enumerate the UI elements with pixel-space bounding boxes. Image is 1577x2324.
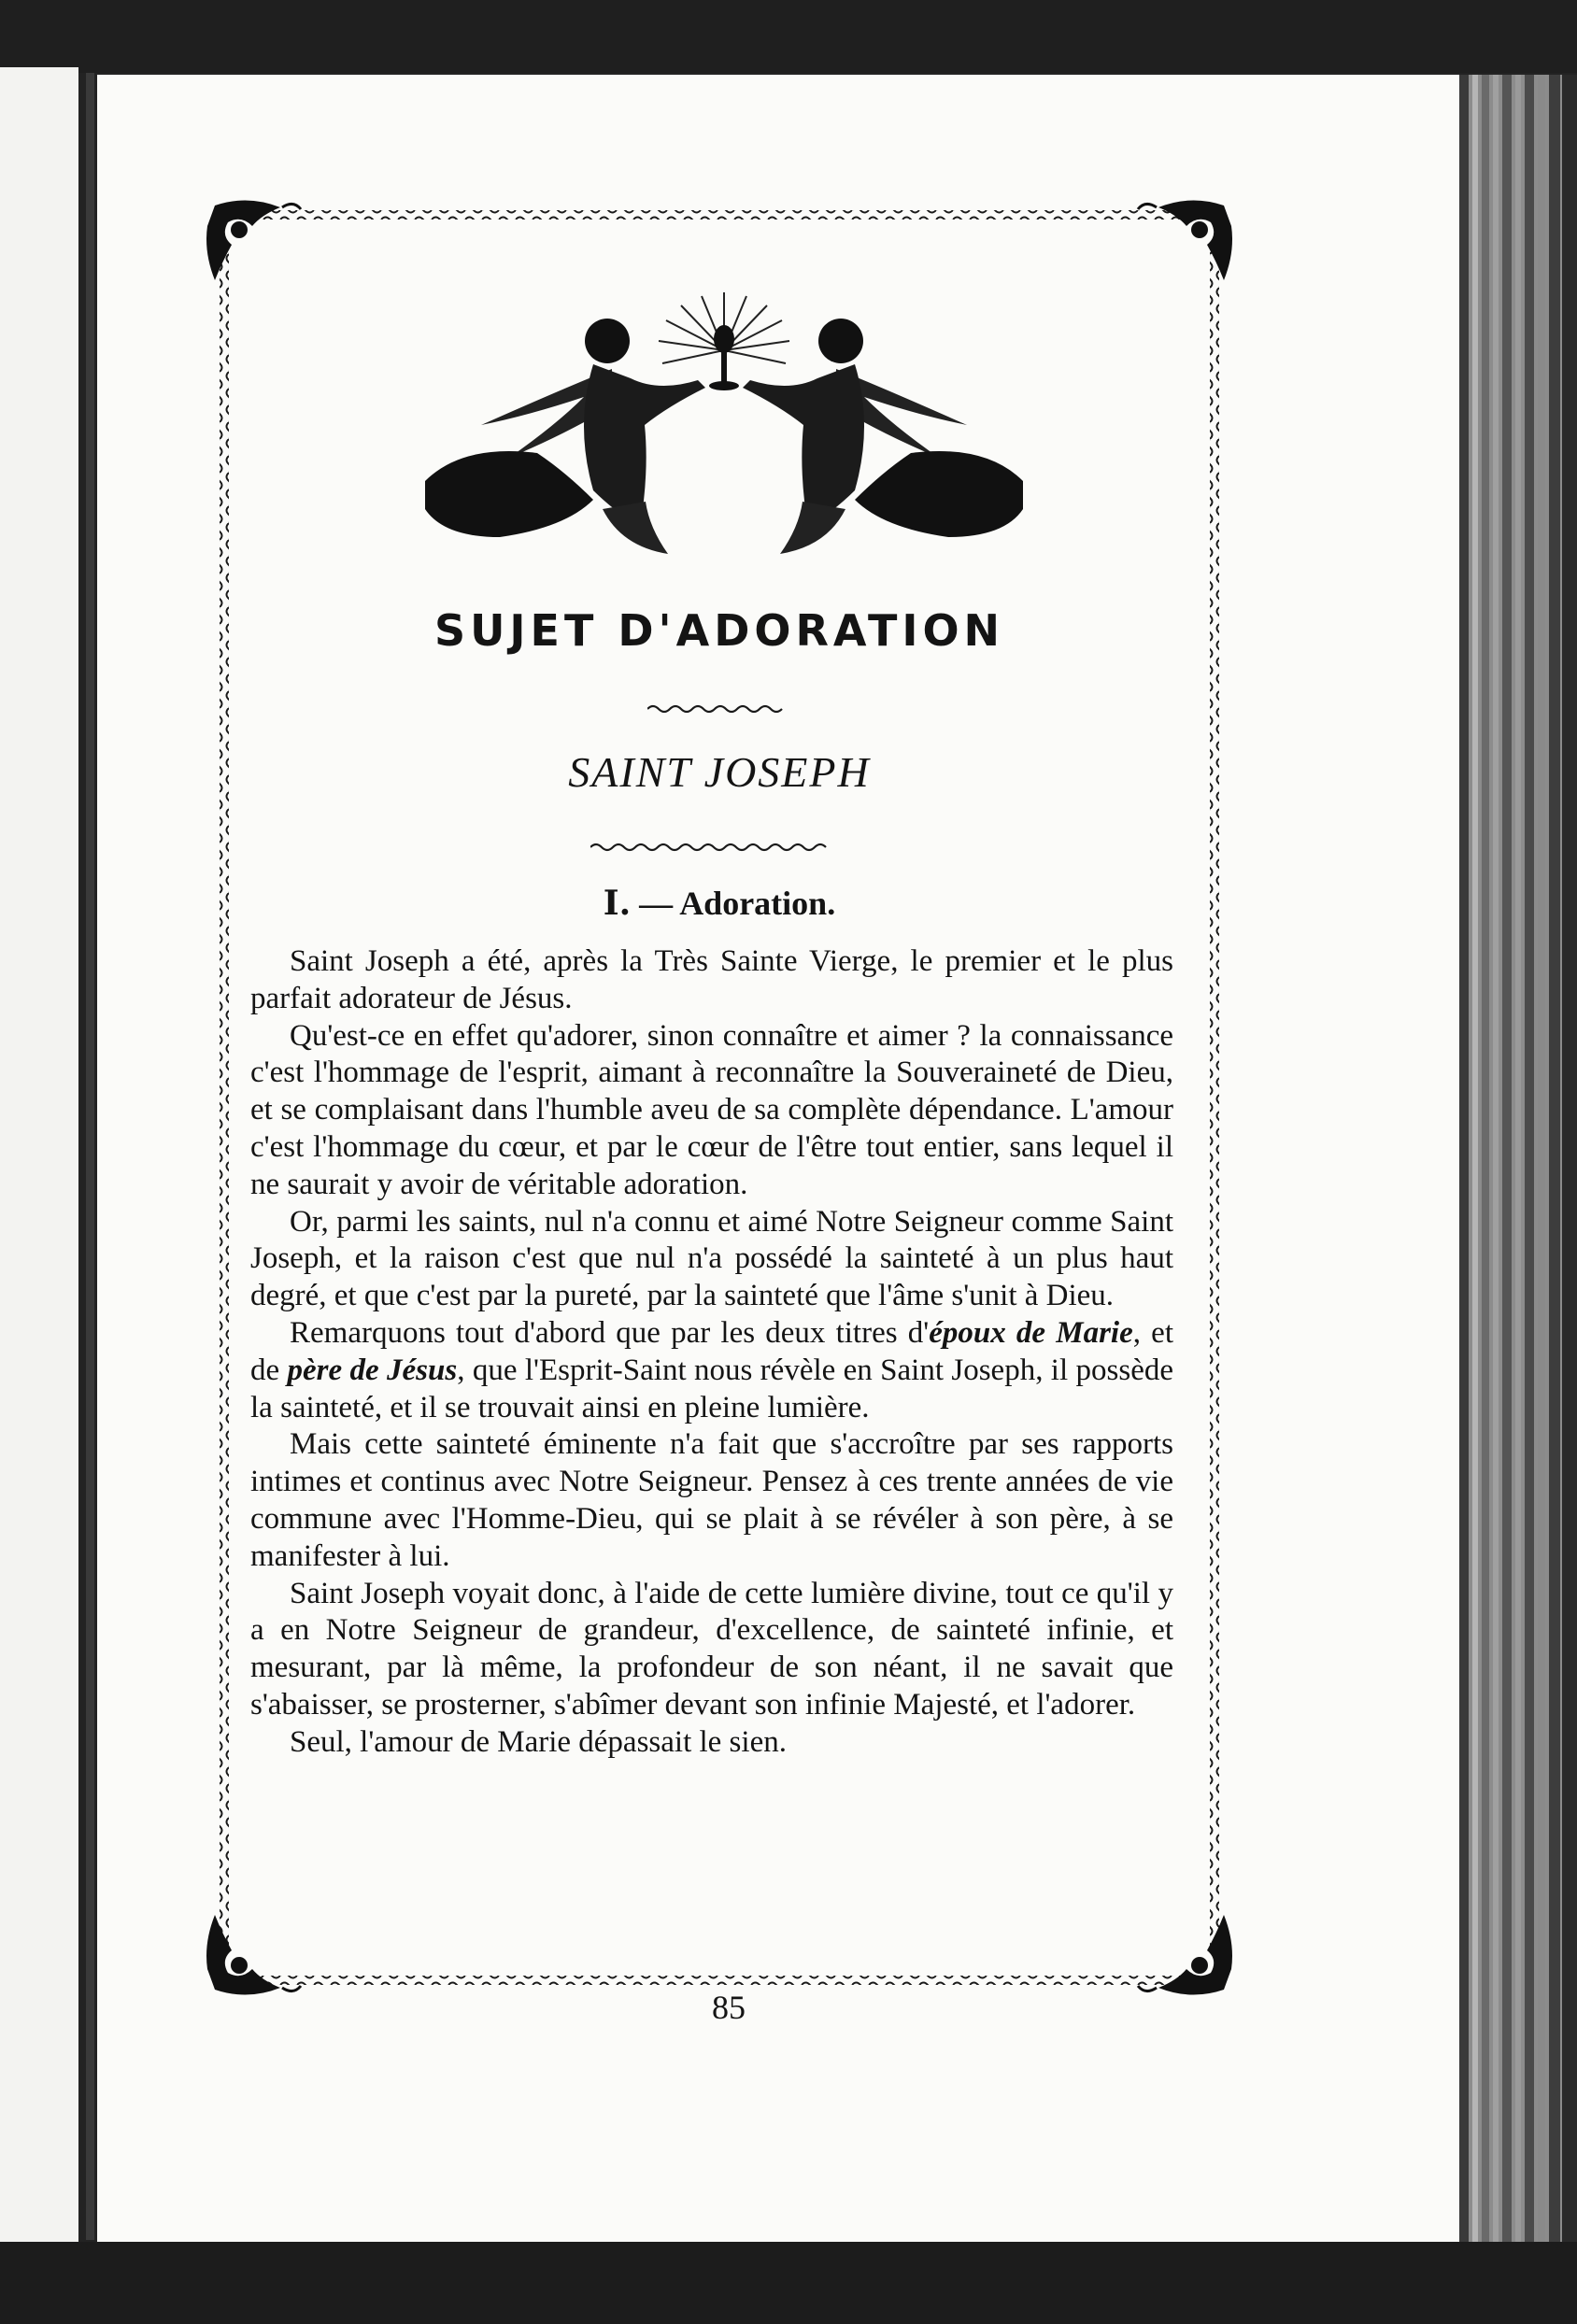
wave-divider-bottom	[590, 841, 833, 854]
section-heading	[252, 884, 1186, 923]
left-angel	[425, 319, 705, 554]
emphasis-epoux-de-marie: époux de Marie	[929, 1315, 1133, 1350]
paragraph-2: Qu'est-ce en effet qu'adorer, sinon connaître et aimer ? la connaissance c'est l'hommage de l'esprit, aimant à reconnaître la Souveraineté de Dieu, et se complaisant dans l'humble aveu de sa complète dépendance. L'amour c'est l'hommage du cœur, et par le cœur de l'être tout entier, sans lequel il ne saurait y avoir de véritable adoration.	[250, 1018, 1173, 1201]
scan-bottom-background	[0, 2242, 1577, 2324]
paragraph-4-part-b: , et de	[250, 1315, 1173, 1387]
angels-chalice-illustration	[425, 285, 1023, 565]
paragraph-7: Seul, l'amour de Marie dépassait le sien.	[290, 1724, 787, 1759]
frame-left-border	[220, 243, 229, 1952]
right-angel	[743, 319, 1023, 554]
frame-bottom-border	[252, 1976, 1186, 1985]
chalice-icon	[709, 325, 739, 390]
scan-top-background	[0, 0, 1577, 73]
page-stack-edge	[1459, 75, 1577, 2260]
paragraph-6: Saint Joseph voyait donc, à l'aide de cette lumière divine, tout ce qu'il y a en Notre Seigneur de grandeur, d'excellence, de sainteté infinie, et mesurant, par là même, la profondeur de son néant, il ne savait que s'abaisser, se prosterner, s'abîmer devant son infinie Majesté, et l'adorer.	[250, 1576, 1173, 1722]
section-title: Adoration.	[679, 885, 836, 922]
paragraph-4-part-c: , que l'Esprit-Saint nous révèle en Saint Joseph, il possède la sainteté, et il se trouvait ainsi en pleine lumière.	[250, 1353, 1173, 1424]
previous-page-edge	[0, 67, 78, 2244]
paragraph-1: Saint Joseph a été, après la Très Sainte Vierge, le premier et le plus parfait adorateur de Jésus.	[250, 944, 1173, 1015]
body-text	[250, 943, 1173, 1762]
frame-right-border	[1210, 243, 1219, 1952]
book-gutter	[86, 73, 94, 2240]
wave-divider-top	[647, 702, 788, 716]
page-title: SAINT JOSEPH	[568, 748, 871, 796]
paragraph-5: Mais cette sainteté éminente n'a fait que s'accroître par ses rapports intimes et continus avec Notre Seigneur. Pensez à ces trente années de vie commune avec l'Homme-Dieu, qui se plait à se révéler à son père, à se manifester à lui.	[250, 1427, 1173, 1573]
section-number: I.	[603, 884, 632, 923]
page-number: 85	[712, 1989, 746, 2026]
paragraph-4	[250, 1315, 1173, 1426]
paragraph-4-part-a: Remarquons tout d'abord que par les deux titres d'	[290, 1315, 930, 1350]
emphasis-pere-de-jesus: père de Jésus	[287, 1353, 458, 1387]
paragraph-3: Or, parmi les saints, nul n'a connu et aimé Notre Seigneur comme Saint Joseph, et la raison c'est que nul n'a possédé la sainteté à un plus haut degré, et que c'est par la pureté, par la sainteté que l'âme s'unit à Dieu.	[250, 1204, 1173, 1313]
frame-top-border	[252, 210, 1186, 220]
page-kicker: SUJET D'ADORATION	[433, 605, 1005, 656]
section-dash: —	[639, 885, 674, 922]
